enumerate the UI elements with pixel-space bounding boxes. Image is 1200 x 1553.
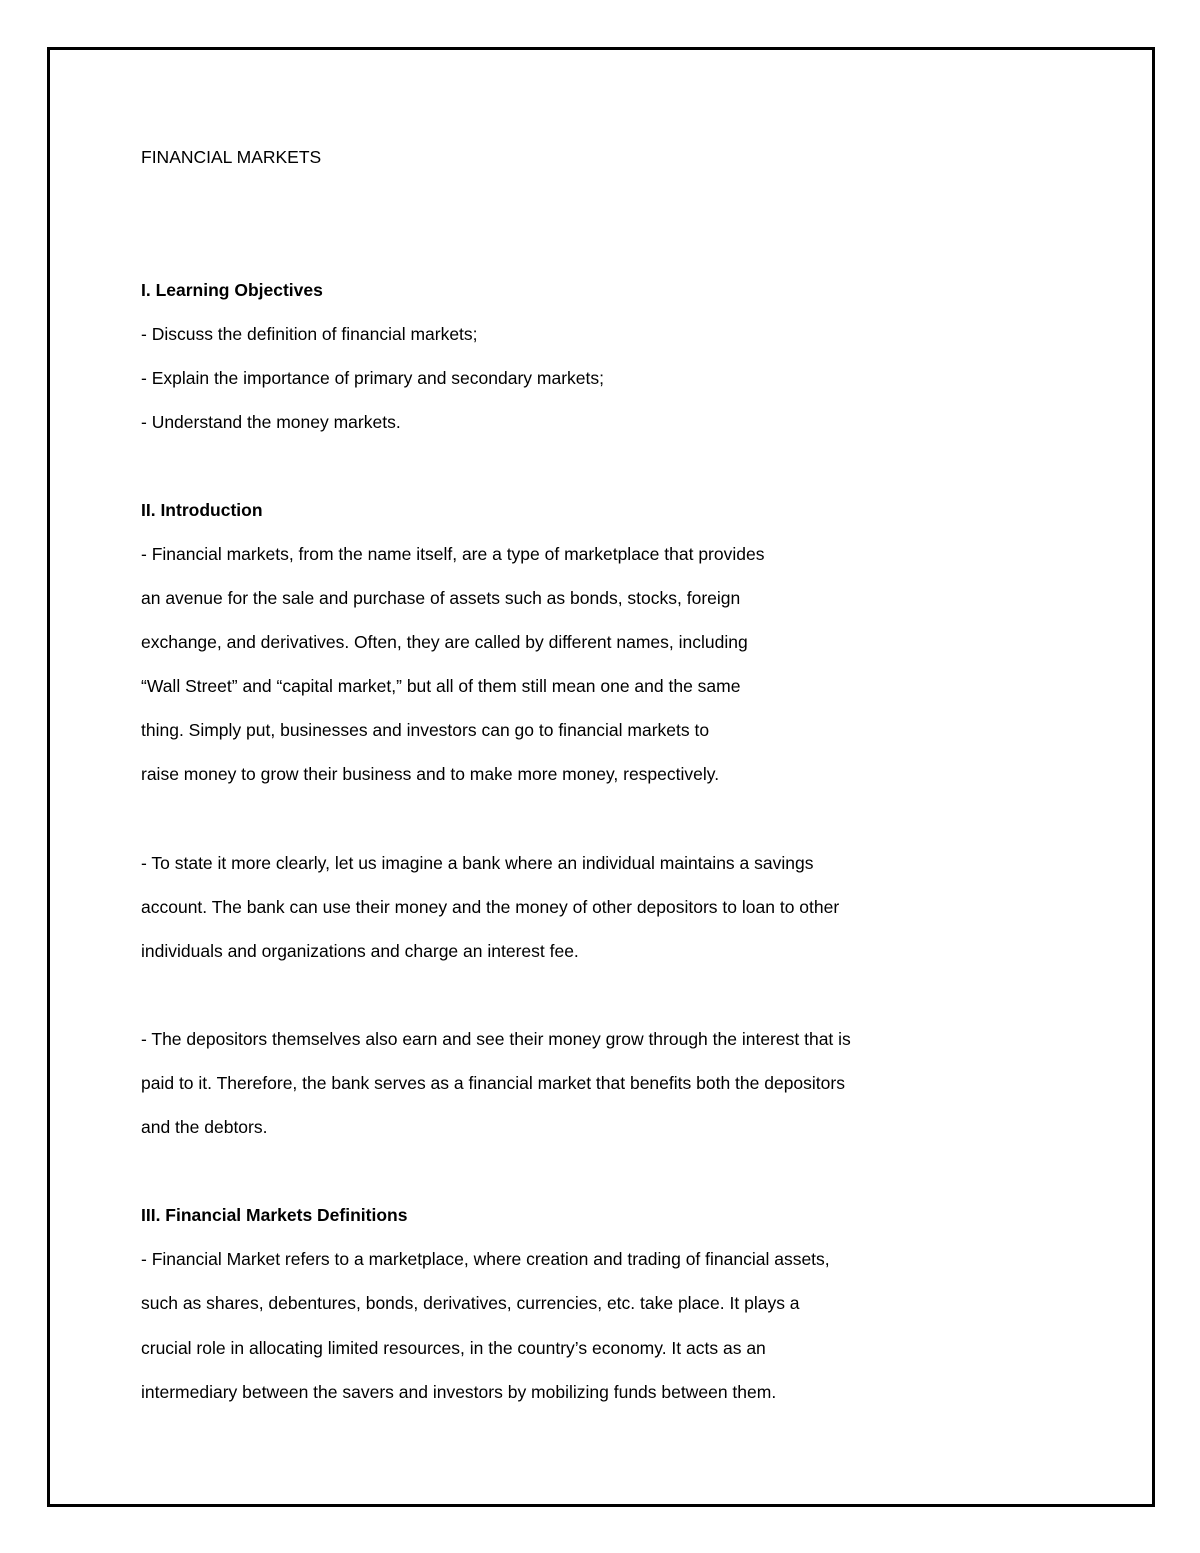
paragraph-line: raise money to grow their business and to make more money, respectively. [141, 764, 720, 784]
paragraph-line: paid to it. Therefore, the bank serves as a financial market that benefits both the depositors [141, 1073, 845, 1093]
paragraph-line: an avenue for the sale and purchase of assets such as bonds, stocks, foreign [141, 588, 741, 608]
paragraph-line: - To state it more clearly, let us imagine a bank where an individual maintains a savings [141, 853, 814, 873]
section-heading-definitions: III. Financial Markets Definitions [141, 1205, 408, 1225]
paragraph-line: - The depositors themselves also earn and see their money grow through the interest that is [141, 1029, 851, 1049]
paragraph-line: thing. Simply put, businesses and investors can go to financial markets to [141, 720, 710, 740]
document-title: FINANCIAL MARKETS [141, 147, 322, 167]
paragraph-line: - Financial markets, from the name itself, are a type of marketplace that provides [141, 544, 765, 564]
objective-item: - Discuss the definition of financial markets; [141, 324, 478, 344]
paragraph-line: and the debtors. [141, 1117, 268, 1137]
paragraph-line: exchange, and derivatives. Often, they are called by different names, including [141, 632, 748, 652]
paragraph-line: - Financial Market refers to a marketplace, where creation and trading of financial assets, [141, 1249, 830, 1269]
paragraph-line: account. The bank can use their money and the money of other depositors to loan to other [141, 897, 840, 917]
paragraph-line: intermediary between the savers and investors by mobilizing funds between them. [141, 1382, 777, 1402]
paragraph-line: such as shares, debentures, bonds, derivatives, currencies, etc. take place. It plays a [141, 1293, 800, 1313]
paragraph-line: “Wall Street” and “capital market,” but all of them still mean one and the same [141, 676, 741, 696]
objective-item: - Explain the importance of primary and secondary markets; [141, 368, 604, 388]
paragraph-line: individuals and organizations and charge an interest fee. [141, 941, 579, 961]
paragraph-line: crucial role in allocating limited resources, in the country’s economy. It acts as an [141, 1338, 766, 1358]
objective-item: - Understand the money markets. [141, 412, 401, 432]
section-heading-learning-objectives: I. Learning Objectives [141, 280, 323, 300]
section-heading-introduction: II. Introduction [141, 500, 263, 520]
